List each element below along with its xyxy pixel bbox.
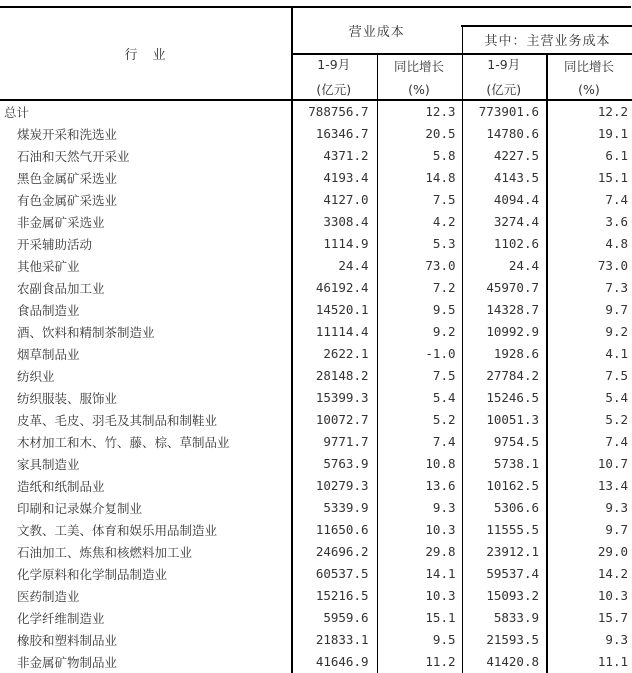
column-header-industry: 行 业 — [124, 47, 167, 63]
subheader-growth-label: 同比增长 — [393, 58, 444, 74]
operating-cost-cell: 9771.7 — [323, 434, 369, 450]
main-business-cost-growth-cell: 9.2 — [605, 324, 628, 340]
subheader-unit-label: (亿元) — [316, 82, 352, 98]
industry-name-cell: 黑色金属矿采选业 — [17, 170, 118, 186]
main-business-cost-cell: 15246.5 — [486, 390, 539, 406]
table-row — [0, 651, 632, 673]
operating-cost-growth-cell: 73.0 — [425, 258, 456, 274]
table-row — [0, 541, 632, 563]
industry-name-cell: 化学原料和化学制品制造业 — [17, 566, 168, 582]
operating-cost-cell: 1114.9 — [323, 236, 369, 252]
industry-name-cell: 石油和天然气开采业 — [17, 148, 130, 164]
industry-name-cell: 文教、工美、体育和娱乐用品制造业 — [17, 522, 218, 538]
operating-cost-cell: 10072.7 — [315, 412, 369, 428]
main-business-cost-growth-cell: 5.2 — [605, 412, 628, 428]
industry-name-cell: 橡胶和塑料制品业 — [17, 632, 118, 648]
operating-cost-cell: 60537.5 — [315, 566, 369, 582]
operating-cost-cell: 28148.2 — [315, 368, 369, 384]
subheader-unit-label: (%) — [578, 81, 600, 97]
column-group-operating-cost: 营业成本 — [348, 24, 405, 40]
industry-name-cell: 其他采矿业 — [17, 258, 80, 274]
table-row — [0, 607, 632, 629]
main-business-cost-cell: 24.4 — [508, 258, 539, 274]
operating-cost-growth-cell: 29.8 — [425, 544, 456, 560]
subheader-unit-label: (亿元) — [486, 82, 522, 98]
operating-cost-growth-cell: 10.3 — [425, 522, 456, 538]
operating-cost-cell: 4193.4 — [323, 170, 369, 186]
industry-name-cell: 有色金属矿采选业 — [17, 192, 118, 208]
table-row — [0, 299, 632, 321]
operating-cost-cell: 46192.4 — [315, 280, 369, 296]
main-business-cost-growth-cell: 12.2 — [597, 104, 628, 119]
operating-cost-growth-cell: 9.2 — [432, 324, 456, 340]
main-business-cost-cell: 27784.2 — [486, 368, 539, 384]
operating-cost-growth-cell: 7.5 — [432, 192, 456, 208]
industry-name-cell: 纺织业 — [17, 368, 55, 384]
table-body — [0, 101, 632, 673]
operating-cost-growth-cell: 9.5 — [432, 302, 456, 318]
main-business-cost-cell: 23912.1 — [486, 544, 539, 560]
main-business-cost-cell: 10162.5 — [486, 478, 539, 494]
industry-name-cell: 煤炭开采和洗选业 — [17, 126, 118, 142]
main-business-cost-growth-cell: 5.4 — [605, 390, 628, 406]
table-row — [0, 453, 632, 475]
main-business-cost-growth-cell: 9.3 — [605, 632, 628, 648]
main-business-cost-cell: 21593.5 — [486, 632, 539, 648]
operating-cost-growth-cell: 7.2 — [432, 280, 456, 296]
industry-name-cell: 造纸和纸制品业 — [17, 478, 105, 494]
table-row — [0, 519, 632, 541]
table-row — [0, 343, 632, 365]
main-business-cost-growth-cell: 3.6 — [605, 214, 628, 230]
main-business-cost-growth-cell: 9.3 — [605, 500, 628, 516]
table-row — [0, 475, 632, 497]
operating-cost-growth-cell: -1.0 — [425, 346, 456, 362]
table-row — [0, 563, 632, 585]
main-business-cost-cell: 4227.5 — [493, 148, 539, 164]
subheader-growth-label: 同比增长 — [563, 58, 614, 74]
operating-cost-growth-cell: 10.8 — [425, 456, 456, 472]
operating-cost-growth-cell: 5.3 — [432, 236, 456, 252]
table-row — [0, 497, 632, 519]
main-business-cost-growth-cell: 7.3 — [605, 280, 628, 296]
column-group-main-business-cost: 其中：主营业务成本 — [484, 34, 611, 50]
main-business-cost-cell: 45970.7 — [486, 280, 539, 296]
operating-cost-growth-cell: 11.2 — [425, 654, 456, 670]
operating-cost-growth-cell: 5.8 — [432, 148, 456, 164]
main-business-cost-cell: 14780.6 — [486, 126, 539, 142]
industry-name-cell: 化学纤维制造业 — [17, 610, 105, 626]
industry-name-cell: 皮革、毛皮、羽毛及其制品和制鞋业 — [17, 412, 218, 428]
main-business-cost-growth-cell: 15.1 — [597, 170, 628, 186]
operating-cost-growth-cell: 9.3 — [432, 500, 456, 516]
table-row — [0, 167, 632, 189]
main-business-cost-cell: 41420.8 — [486, 654, 539, 670]
operating-cost-growth-cell: 20.5 — [425, 126, 456, 142]
main-business-cost-cell: 11555.5 — [486, 522, 539, 538]
main-business-cost-cell: 1102.6 — [493, 236, 539, 252]
table-row — [0, 233, 632, 255]
main-business-cost-growth-cell: 19.1 — [597, 126, 628, 142]
operating-cost-growth-cell: 7.5 — [432, 368, 456, 384]
industry-name-cell: 酒、饮料和精制茶制造业 — [17, 324, 155, 340]
subheader-period-label: 1-9月 — [487, 57, 521, 73]
operating-cost-cell: 15216.5 — [315, 588, 369, 604]
main-business-cost-growth-cell: 4.8 — [605, 236, 628, 252]
operating-cost-growth-cell: 5.4 — [432, 390, 456, 406]
operating-cost-cell: 24.4 — [338, 258, 369, 274]
main-business-cost-growth-cell: 7.4 — [605, 434, 628, 450]
table-row — [0, 255, 632, 277]
subheader-period-label: 1-9月 — [317, 57, 351, 73]
industry-name-cell: 农副食品加工业 — [17, 280, 105, 296]
operating-cost-cell: 10279.3 — [315, 478, 369, 494]
operating-cost-growth-cell: 7.4 — [432, 434, 456, 450]
operating-cost-cell: 2622.1 — [323, 346, 369, 362]
table-row — [0, 365, 632, 387]
operating-cost-cell: 24696.2 — [315, 544, 369, 560]
subheader-main-cost-growth — [546, 55, 632, 100]
main-business-cost-cell: 9754.5 — [493, 434, 539, 450]
industry-name-cell: 非金属矿物制品业 — [17, 654, 118, 670]
main-business-cost-cell: 5833.9 — [493, 610, 539, 626]
operating-cost-growth-cell: 9.5 — [432, 632, 456, 648]
main-business-cost-cell: 5306.6 — [493, 500, 539, 516]
main-business-cost-growth-cell: 10.3 — [597, 588, 628, 604]
operating-cost-cell: 15399.3 — [315, 390, 369, 406]
operating-cost-cell: 21833.1 — [315, 632, 369, 648]
main-business-cost-growth-cell: 11.1 — [597, 654, 628, 670]
main-business-cost-growth-cell: 9.7 — [605, 302, 628, 318]
operating-cost-cell: 14520.1 — [315, 302, 369, 318]
operating-cost-cell: 3308.4 — [323, 214, 369, 230]
subheader-main-cost-value — [462, 55, 547, 100]
main-business-cost-growth-cell: 15.7 — [597, 610, 628, 626]
industry-name-cell: 木材加工和木、竹、藤、棕、草制品业 — [17, 434, 230, 450]
main-business-cost-cell: 5738.1 — [493, 456, 539, 472]
industry-name-cell: 医药制造业 — [17, 588, 80, 604]
industry-name-cell: 开采辅助活动 — [17, 236, 93, 252]
operating-cost-growth-cell: 4.2 — [432, 214, 456, 230]
main-business-cost-growth-cell: 13.4 — [597, 478, 628, 494]
operating-cost-cell: 5763.9 — [323, 456, 369, 472]
operating-cost-growth-cell: 14.1 — [425, 566, 456, 582]
table-row — [0, 585, 632, 607]
main-business-cost-growth-cell: 7.5 — [605, 368, 628, 384]
industry-name-cell: 非金属矿采选业 — [17, 214, 105, 230]
industry-name-cell: 食品制造业 — [17, 302, 80, 318]
main-business-cost-cell: 10992.9 — [486, 324, 539, 340]
main-business-cost-growth-cell: 73.0 — [597, 258, 628, 274]
industry-name-cell: 烟草制品业 — [17, 346, 80, 362]
table-row — [0, 431, 632, 453]
operating-cost-cell: 16346.7 — [315, 126, 369, 142]
main-business-cost-growth-cell: 4.1 — [605, 346, 628, 362]
main-business-cost-growth-cell: 9.7 — [605, 522, 628, 538]
industry-name-cell: 纺织服装、服饰业 — [17, 390, 118, 406]
operating-cost-cell: 4371.2 — [323, 148, 369, 164]
subheader-row — [291, 55, 632, 100]
main-business-cost-cell: 773901.6 — [478, 104, 539, 119]
table-row — [0, 123, 632, 145]
main-business-cost-cell: 59537.4 — [486, 566, 539, 582]
industry-name-cell: 家具制造业 — [17, 456, 80, 472]
operating-cost-cell: 4127.0 — [323, 192, 369, 208]
operating-cost-growth-cell: 12.3 — [425, 104, 456, 119]
operating-cost-growth-cell: 13.6 — [425, 478, 456, 494]
table-row — [0, 321, 632, 343]
industry-name-cell: 总计 — [4, 104, 30, 120]
industry-name-cell: 石油加工、炼焦和核燃料加工业 — [17, 544, 193, 560]
table-row — [0, 409, 632, 431]
industry-name-cell: 印刷和记录媒介复制业 — [17, 500, 143, 516]
operating-cost-growth-cell: 14.8 — [425, 170, 456, 186]
table-row — [0, 189, 632, 211]
operating-cost-cell: 11114.4 — [315, 324, 369, 340]
main-business-cost-growth-cell: 7.4 — [605, 192, 628, 208]
table-row — [0, 277, 632, 299]
operating-cost-growth-cell: 15.1 — [425, 610, 456, 626]
table-row — [0, 211, 632, 233]
subheader-operating-cost-growth — [377, 55, 462, 100]
subheader-operating-cost-value — [291, 55, 377, 100]
main-business-cost-growth-cell: 29.0 — [597, 544, 628, 560]
subheader-unit-label: (%) — [408, 81, 430, 97]
operating-cost-cell: 41646.9 — [315, 654, 369, 670]
main-business-cost-growth-cell: 14.2 — [597, 566, 628, 582]
table-row — [0, 629, 632, 651]
table-row — [0, 387, 632, 409]
operating-cost-cell: 11650.6 — [315, 522, 369, 538]
table-row — [0, 145, 632, 167]
operating-cost-growth-cell: 5.2 — [432, 412, 456, 428]
main-business-cost-cell: 15093.2 — [486, 588, 539, 604]
operating-cost-growth-cell: 10.3 — [425, 588, 456, 604]
main-business-cost-growth-cell: 6.1 — [605, 148, 628, 164]
operating-cost-cell: 788756.7 — [308, 104, 369, 119]
main-business-cost-cell: 3274.4 — [493, 214, 539, 230]
main-business-cost-cell: 1928.6 — [493, 346, 539, 362]
operating-cost-cell: 5959.6 — [323, 610, 369, 626]
table-row — [0, 101, 632, 123]
main-business-cost-growth-cell: 10.7 — [597, 456, 628, 472]
main-business-cost-cell: 4094.4 — [493, 192, 539, 208]
main-business-cost-cell: 4143.5 — [493, 170, 539, 186]
main-business-cost-cell: 10051.3 — [486, 412, 539, 428]
main-business-cost-cell: 14328.7 — [486, 302, 539, 318]
operating-cost-cell: 5339.9 — [323, 500, 369, 516]
